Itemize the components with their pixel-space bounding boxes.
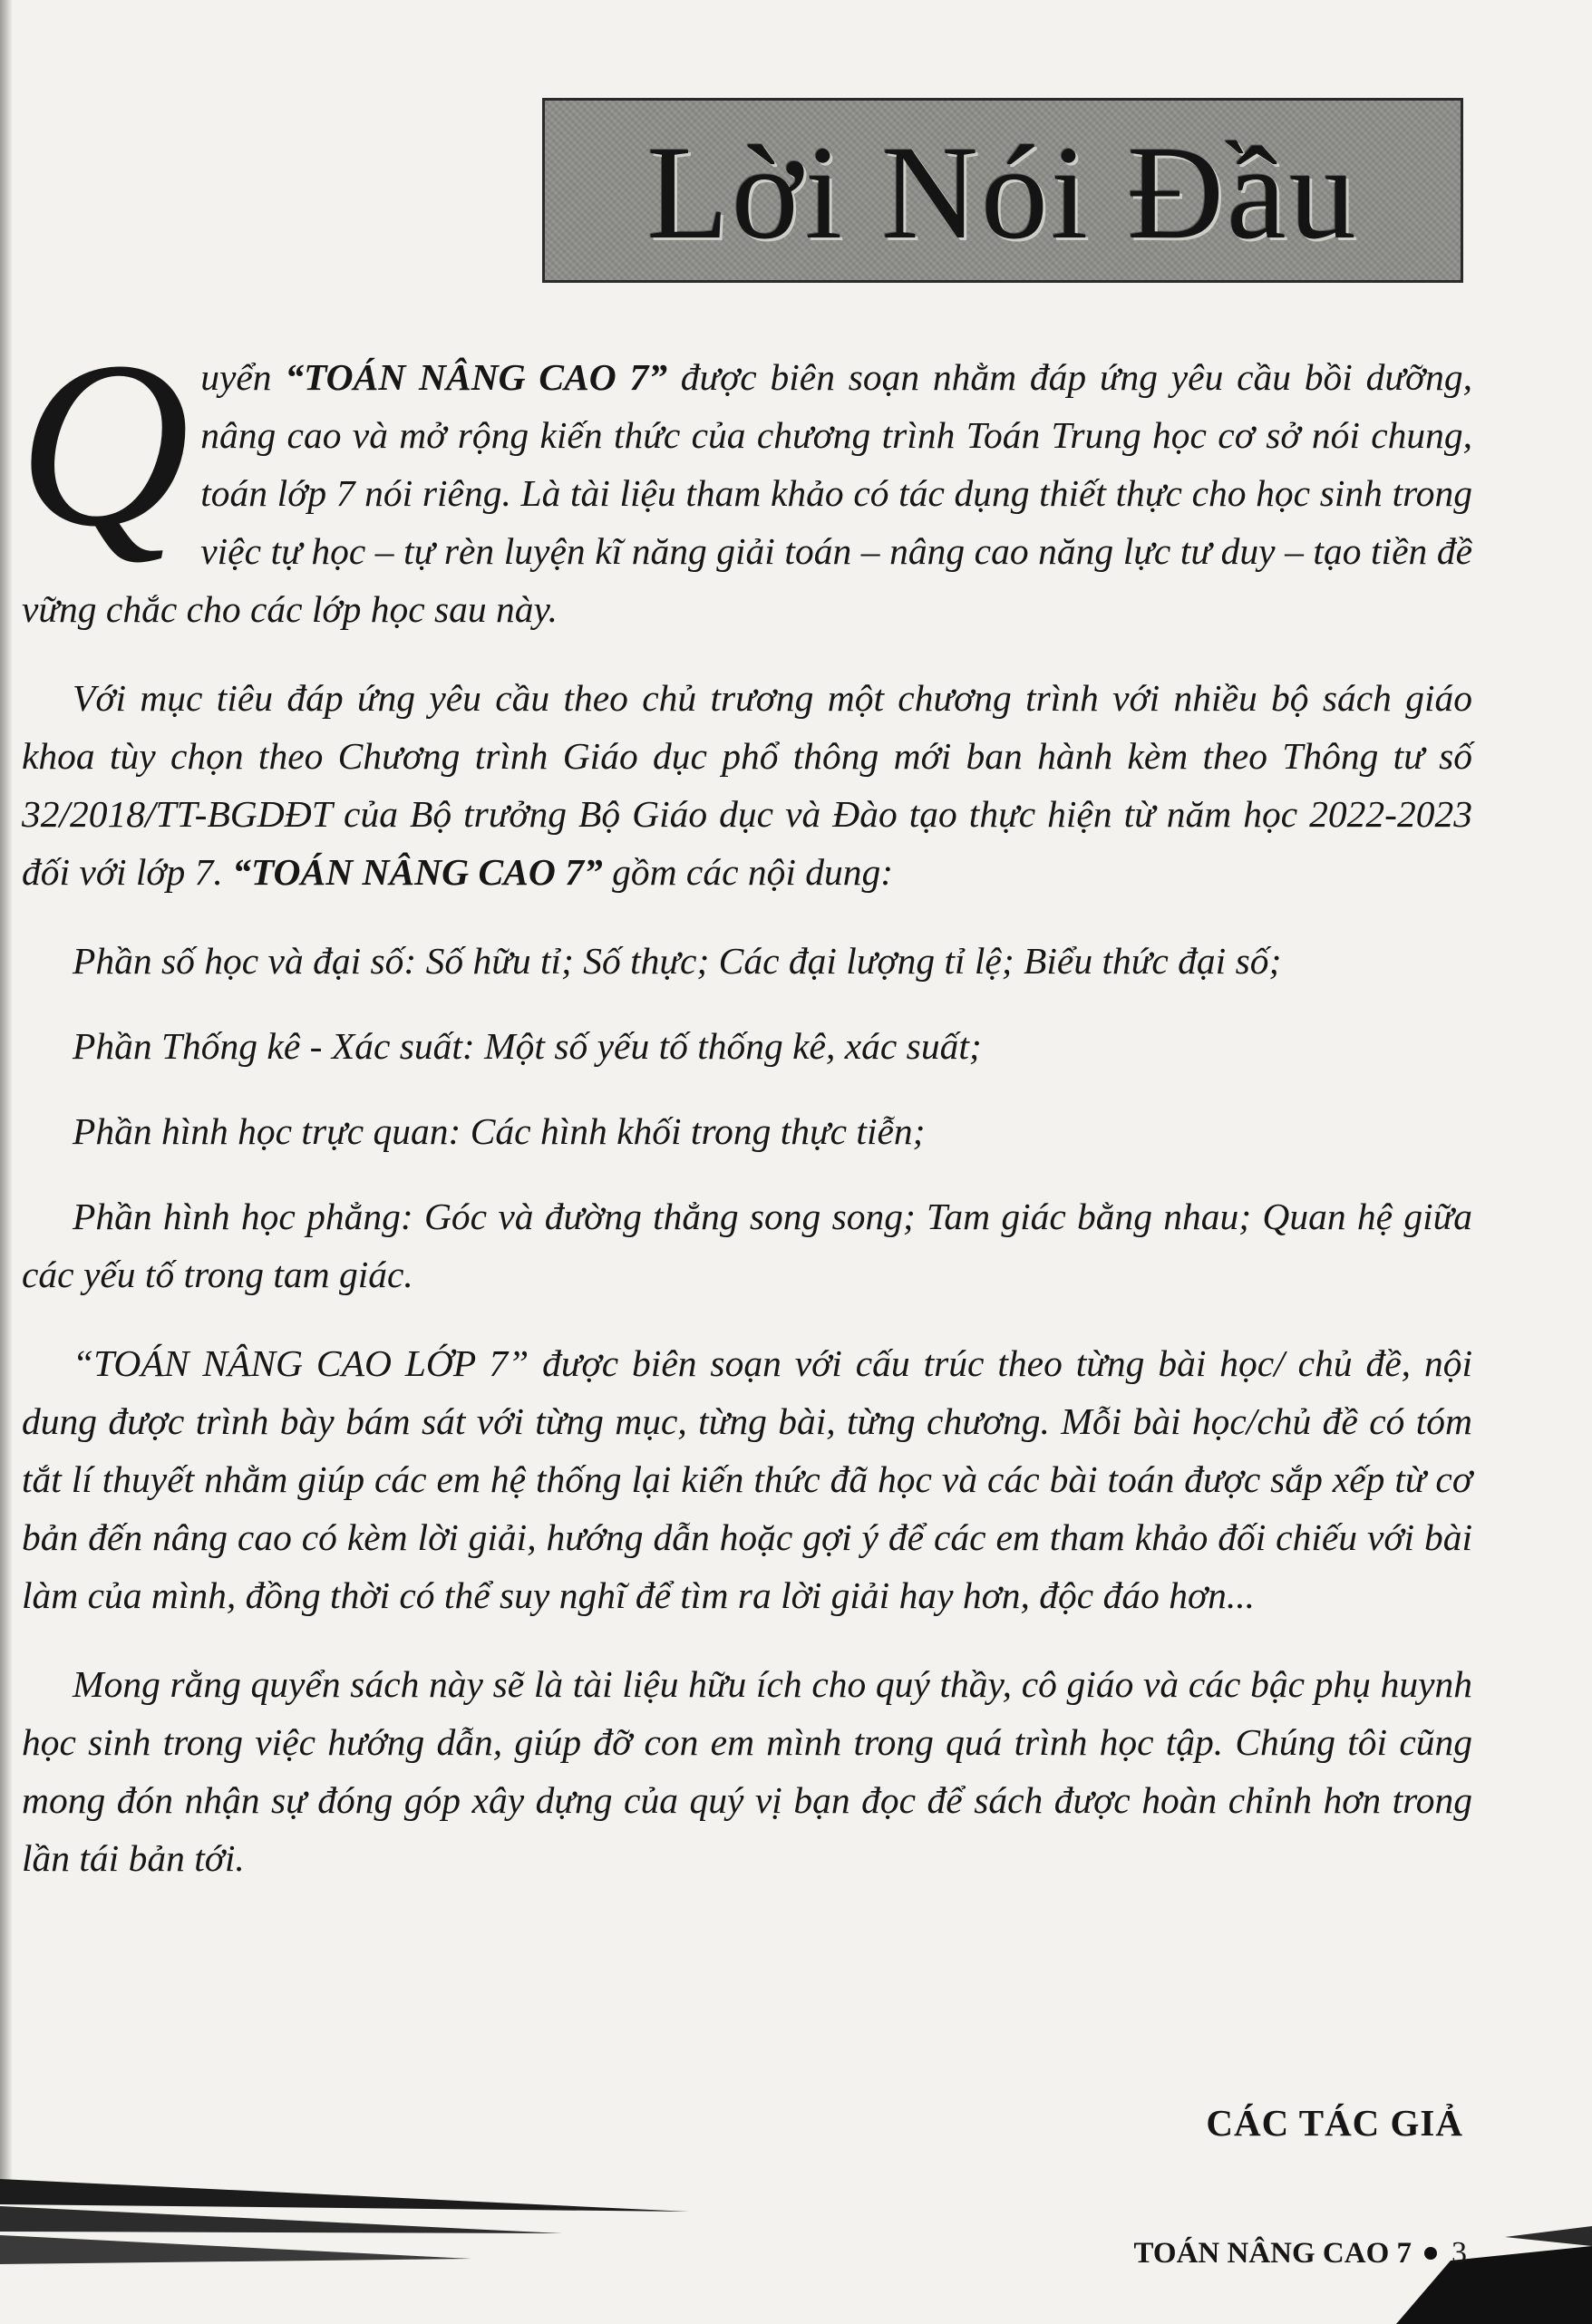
signature-authors: CÁC TÁC GIẢ xyxy=(1206,2102,1463,2144)
page-number: 3 xyxy=(1451,2236,1467,2270)
paragraph-intro xyxy=(18,313,1473,638)
drop-cap: Q xyxy=(18,313,190,576)
preface-body xyxy=(18,313,1473,1887)
paragraph-content-statistics: Phần Thống kê - Xác suất: Một số yếu tố thống kê, xác suất; xyxy=(73,1025,982,1067)
paragraph-structure: “TOÁN NÂNG CAO LỚP 7” được biên soạn với cấu trúc theo từng bài học/ chủ đề, nội dung được trình bày bám sát với từng mục, từng bài, từng chương. Mỗi bài học/chủ đề có tóm tắt lí thuyết nhằm giúp các em hệ thống lại kiến thức đã học và các bài toán được sắp xếp từ cơ bản đến nâng cao có kèm lời giải, hướng dẫn hoặc gợi ý để các em tham khảo đối chiếu với bài làm của mình, đồng thời có thể suy nghĩ để tìm ra lời giải hay hơn, độc đáo hơn... xyxy=(22,1342,1472,1616)
page-title: Lời Nói Đầu xyxy=(646,119,1359,267)
title-banner xyxy=(542,98,1463,283)
footer-book-name: TOÁN NÂNG CAO 7 xyxy=(1133,2236,1412,2270)
paragraph-objective xyxy=(22,669,1472,901)
running-footer xyxy=(1134,2236,1468,2271)
objective-text: Với mục tiêu đáp ứng yêu cầu theo chủ trương một chương trình với nhiều bộ sách giáo khoa tùy chọn theo Chương trình Giáo dục phổ thông mới ban hành kèm theo Thông tư số 32/2018/TT-BGDĐT của Bộ trưởng Bộ Giáo dục và Đào tạo thực hiện từ năm học 2022-2023 đối với lớp 7. xyxy=(22,677,1472,893)
paragraph-content-arithmetic: Phần số học và đại số: Số hữu tỉ; Số thực; Các đại lượng tỉ lệ; Biểu thức đại số; xyxy=(73,940,1282,982)
paragraph-closing: Mong rằng quyển sách này sẽ là tài liệu hữu ích cho quý thầy, cô giáo và các bậc phụ huynh học sinh trong việc hướng dẫn, giúp đỡ con em mình trong quá trình học tập. Chúng tôi cũng mong đón nhận sự đóng góp xây dựng của quý vị bạn đọc để sách được hoàn chỉnh hơn trong lần tái bản tới. xyxy=(22,1663,1472,1879)
intro-rest: được biên soạn nhằm đáp ứng yêu cầu bồi dưỡng, nâng cao và mở rộng kiến thức của chương trình Toán Trung học cơ sở nói chung, toán lớp 7 nói riêng. Là tài liệu tham khảo có tác dụng thiết thực cho học sinh trong việc tự học – tự rèn luyện kĩ năng giải toán – nâng cao năng lực tư duy – tạo tiền đề vững chắc cho các lớp học sau này. xyxy=(22,356,1473,630)
page-edge-shadow xyxy=(0,0,13,2324)
paragraph-content-plane-geometry: Phần hình học phẳng: Góc và đường thẳng song song; Tam giác bằng nhau; Quan hệ giữa các yếu tố trong tam giác. xyxy=(22,1196,1472,1295)
intro-lead: uyển xyxy=(200,356,286,398)
book-title-emphasis: “TOÁN NÂNG CAO 7” xyxy=(232,851,603,893)
bullet-dot-icon xyxy=(1424,2247,1437,2260)
paragraph-content-solid-geometry: Phần hình học trực quan: Các hình khối trong thực tiễn; xyxy=(73,1110,926,1152)
book-title-emphasis: “TOÁN NÂNG CAO 7” xyxy=(285,356,668,398)
objective-tail: gồm các nội dung: xyxy=(602,851,894,893)
